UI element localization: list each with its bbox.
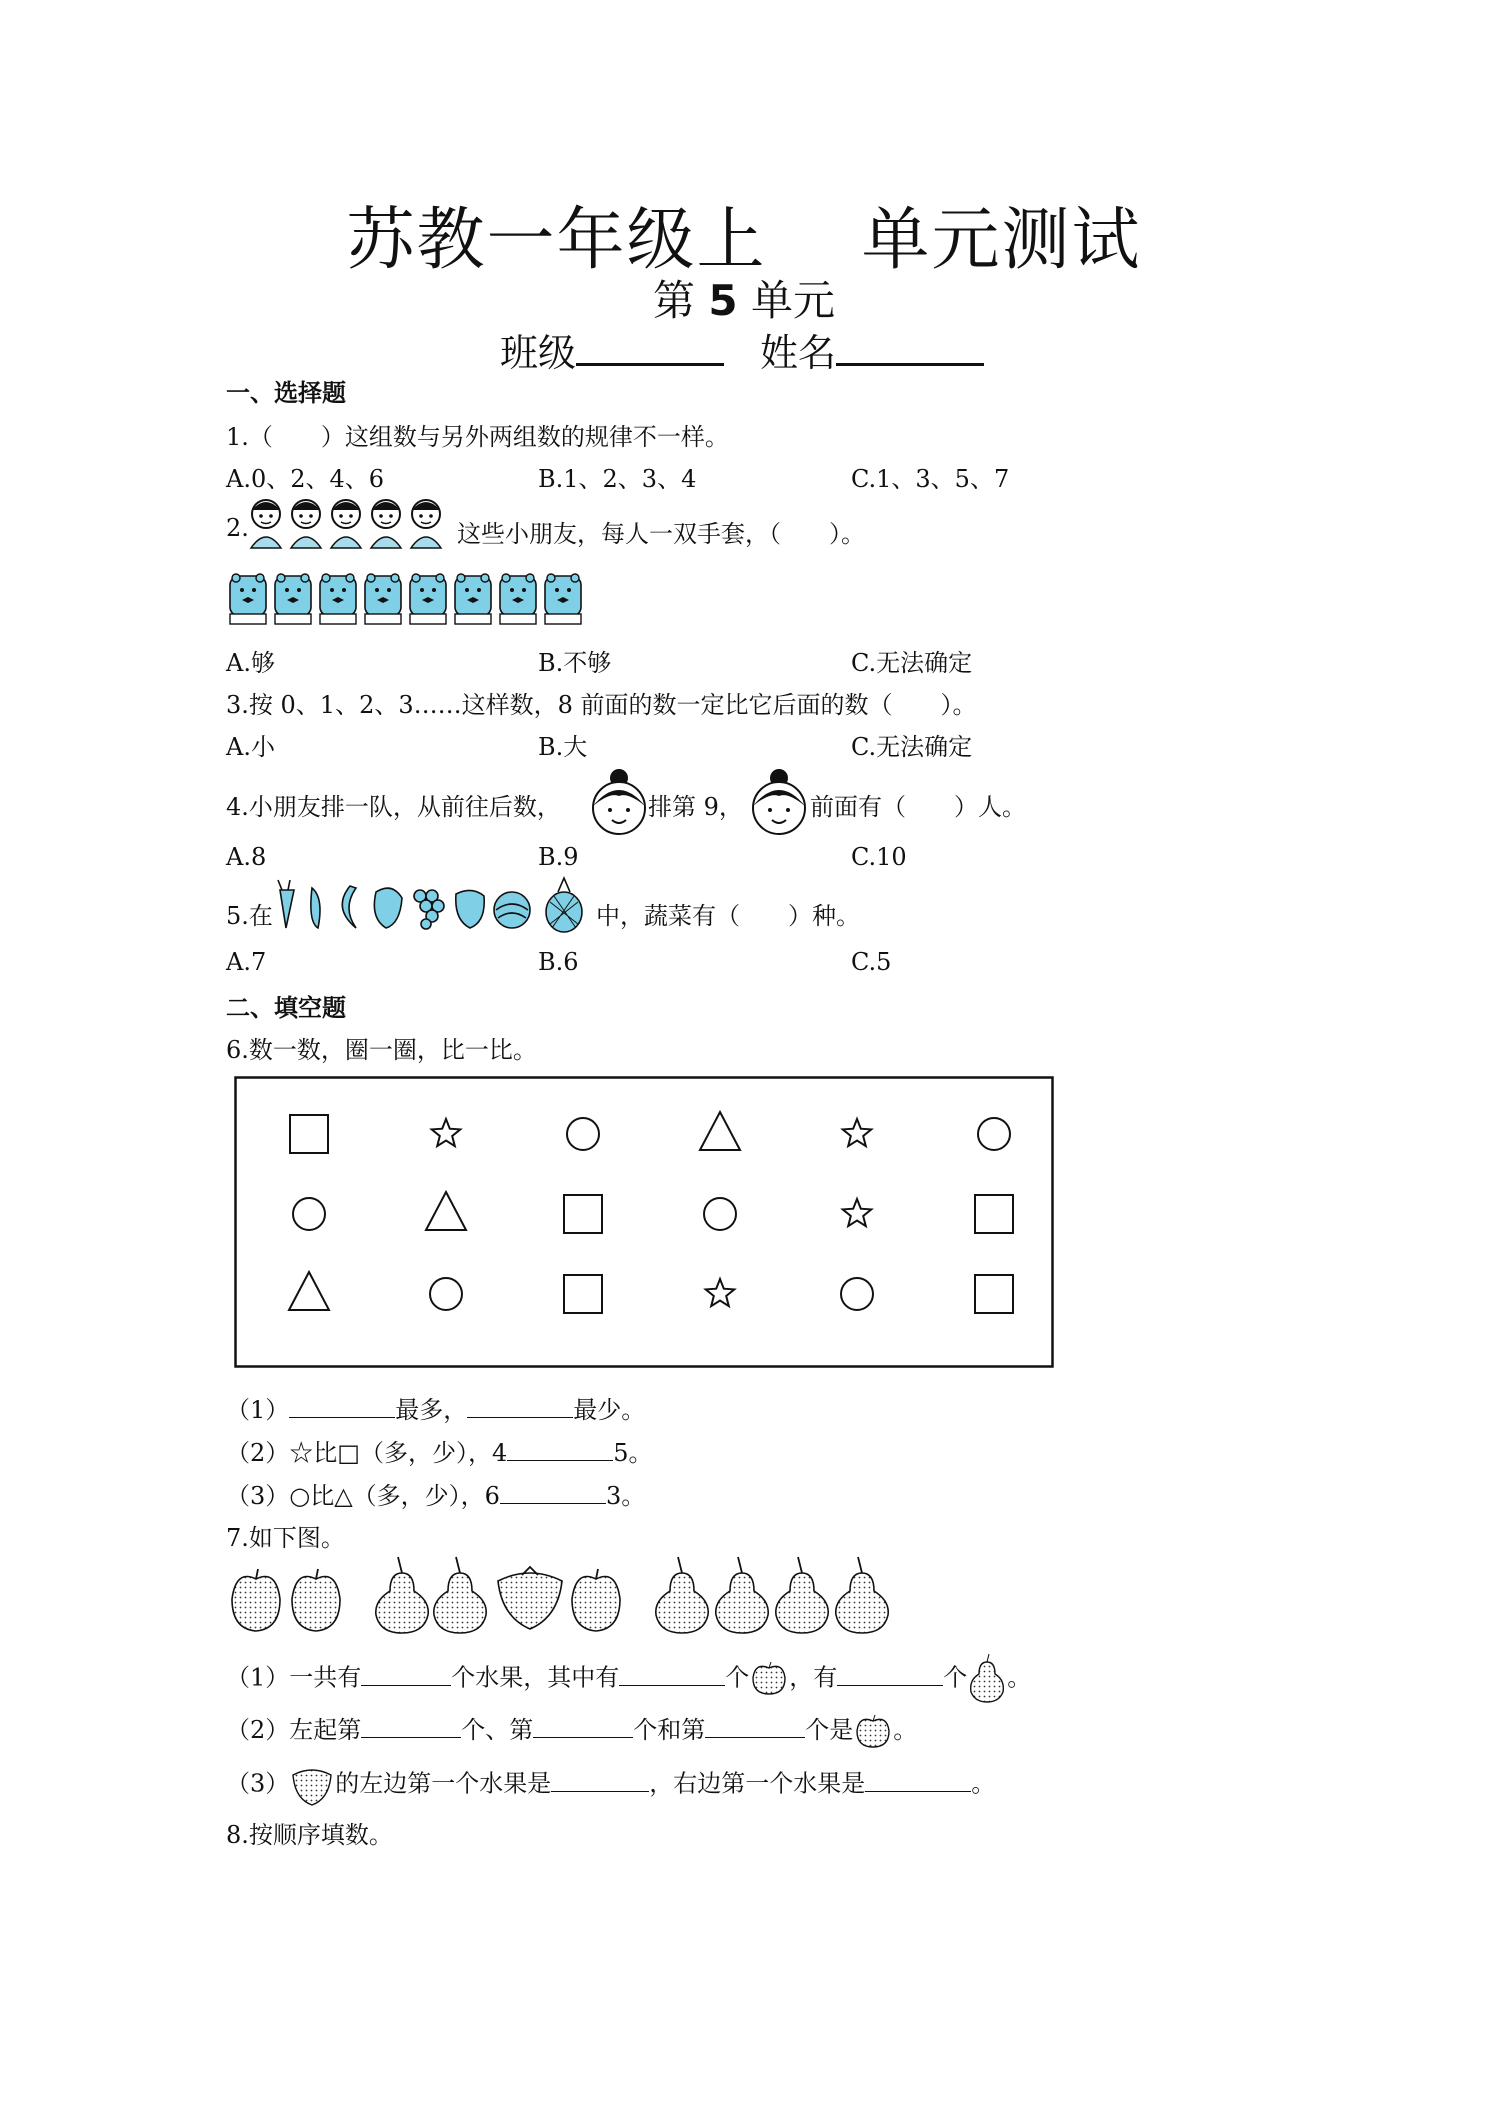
fruit-row: [224, 1555, 894, 1637]
shape-grid: [234, 1076, 1054, 1368]
pear-icon[interactable]: [836, 1557, 888, 1633]
q5-suffix: 中，蔬菜有（ ）种。: [596, 902, 860, 930]
class-blank[interactable]: [576, 329, 724, 366]
unit-subtitle: [0, 268, 1488, 328]
mitten-icon: [410, 574, 446, 624]
q6-part1-label: （1）: [226, 1396, 290, 1424]
q5-option-a[interactable]: A.7: [226, 948, 267, 976]
circle-shape[interactable]: [293, 1198, 325, 1230]
q6-part2: [226, 1433, 653, 1468]
unit-prefix: 第: [653, 276, 696, 325]
mitten-icon: [545, 574, 581, 624]
triangle-shape[interactable]: [289, 1272, 329, 1310]
q1-option-b[interactable]: B.1、2、3、4: [538, 465, 697, 493]
q6-part1-most: 最多，: [395, 1396, 468, 1424]
q1-option-c[interactable]: C.1、3、5、7: [851, 465, 1010, 493]
q8-text: 8.按顺序填数。: [226, 1821, 393, 1849]
q7-blank-apples[interactable]: [619, 1663, 725, 1686]
q7-part3-label: （3）: [226, 1769, 290, 1798]
q7-part1-unit1: 个: [725, 1663, 750, 1692]
q4-option-a[interactable]: A.8: [226, 843, 267, 871]
square-shape[interactable]: [975, 1275, 1013, 1313]
mitten-icon: [365, 574, 401, 624]
star-shape[interactable]: [843, 1119, 872, 1146]
q2-option-a[interactable]: A.够: [226, 649, 275, 677]
star-shape[interactable]: [843, 1199, 872, 1226]
q6-part3-end: 3。: [605, 1482, 646, 1510]
q6-blank-most[interactable]: [289, 1395, 395, 1418]
q7-part2-end: 。: [893, 1716, 918, 1744]
shape-grid-frame: [236, 1078, 1053, 1367]
q7-blank-pos3[interactable]: [705, 1715, 805, 1738]
title-left: 苏教一年级上: [346, 201, 767, 280]
q3-option-a[interactable]: A.小: [226, 733, 275, 761]
pear-icon[interactable]: [716, 1557, 768, 1633]
child-figure-icon: [371, 500, 401, 548]
unit-number: 5: [708, 276, 738, 325]
q2-option-b[interactable]: B.不够: [538, 649, 612, 677]
girl-face-icon: [748, 766, 810, 836]
circle-shape[interactable]: [704, 1198, 736, 1230]
apple-icon: [853, 1713, 893, 1751]
class-field: [500, 322, 724, 377]
circle-shape[interactable]: [978, 1118, 1010, 1150]
strawberry-icon[interactable]: [498, 1567, 562, 1629]
square-shape[interactable]: [564, 1275, 602, 1313]
lettuce-icon: [494, 892, 530, 928]
q7-part2: [226, 1710, 917, 1751]
q4-suffix: 前面有（ ）人。: [810, 793, 1026, 821]
q7-part3: [226, 1763, 995, 1807]
q4-mid: 排第 9，: [648, 793, 743, 821]
q7-text: 7.如下图。: [226, 1524, 345, 1552]
q7-blank-total[interactable]: [361, 1663, 451, 1686]
star-shape[interactable]: [706, 1279, 735, 1306]
q2-option-c[interactable]: C.无法确定: [851, 649, 973, 677]
children-figures: [246, 496, 456, 552]
q6-text: 6.数一数，圈一圈，比一比。: [226, 1036, 537, 1064]
cabbage-icon: [374, 888, 402, 928]
q7-blank-left[interactable]: [551, 1769, 649, 1792]
eggplant-icon: [311, 888, 320, 928]
q7-part2-mid2: 个和第: [633, 1716, 706, 1744]
q6-part3-label: （3）○比△（多，少），6: [226, 1482, 500, 1510]
q6-part1: [226, 1390, 645, 1425]
q3-text: 3.按 0、1、2、3……这样数，8 前面的数一定比它后面的数（ ）。: [226, 691, 977, 719]
girl-face-icon: [588, 766, 650, 836]
apple-icon[interactable]: [572, 1569, 620, 1631]
unit-suffix: 单元: [750, 276, 835, 325]
pear-icon[interactable]: [376, 1557, 428, 1633]
q4-option-b[interactable]: B.9: [538, 843, 579, 871]
title-right: 单元测试: [861, 201, 1142, 280]
q6-blank-compare2[interactable]: [500, 1481, 606, 1504]
name-blank[interactable]: [836, 329, 984, 366]
q7-blank-pos2[interactable]: [533, 1715, 633, 1738]
q3-option-b[interactable]: B.大: [538, 733, 588, 761]
q6-part1-least: 最少。: [573, 1396, 646, 1424]
name-field: [760, 322, 984, 377]
q7-part2-mid1: 个、第: [461, 1716, 534, 1744]
section2-heading: 二、填空题: [226, 994, 346, 1022]
pear-icon[interactable]: [434, 1557, 486, 1633]
q7-part1: [226, 1654, 1031, 1704]
name-label: 姓名: [760, 331, 837, 375]
child-figure-icon: [291, 500, 321, 548]
apple-icon[interactable]: [292, 1569, 340, 1631]
q5-option-c[interactable]: C.5: [851, 948, 892, 976]
q7-part1-mid: 个水果，其中有: [451, 1663, 620, 1692]
mitten-icon: [230, 574, 266, 624]
square-shape[interactable]: [564, 1195, 602, 1233]
q4-option-c[interactable]: C.10: [851, 843, 907, 871]
pepper-icon: [456, 890, 484, 928]
q3-option-c[interactable]: C.无法确定: [851, 733, 973, 761]
q5-prefix: 5.在: [226, 902, 273, 930]
mitten-icon: [455, 574, 491, 624]
pineapple-icon: [546, 878, 582, 932]
q7-part3-end: 。: [971, 1769, 996, 1798]
pear-icon: [967, 1654, 1007, 1704]
child-figure-icon: [331, 500, 361, 548]
apple-icon[interactable]: [232, 1569, 280, 1631]
q7-blank-pos1[interactable]: [361, 1715, 461, 1738]
q7-part1-have: ，有: [789, 1663, 838, 1692]
square-shape[interactable]: [290, 1115, 328, 1153]
child-figure-icon: [251, 500, 281, 548]
triangle-shape[interactable]: [426, 1192, 466, 1230]
q1-option-a[interactable]: A.0、2、4、6: [226, 465, 385, 493]
circle-shape[interactable]: [841, 1278, 873, 1310]
star-shape[interactable]: [432, 1119, 461, 1146]
banana-icon: [342, 886, 356, 928]
q7-part2-label: （2）左起第: [226, 1716, 362, 1744]
apple-icon: [749, 1660, 789, 1698]
section1-heading: 一、选择题: [226, 379, 346, 407]
grapes-icon: [414, 890, 444, 929]
q5-option-b[interactable]: B.6: [538, 948, 579, 976]
child-figure-icon: [411, 500, 441, 548]
pear-icon[interactable]: [656, 1557, 708, 1633]
circle-shape[interactable]: [567, 1118, 599, 1150]
mitten-icon: [500, 574, 536, 624]
strawberry-icon: [289, 1763, 335, 1807]
q6-part2-end: 5。: [613, 1439, 653, 1467]
q2-prefix: 2.: [226, 514, 249, 542]
produce-row: [272, 878, 596, 934]
q7-part1-end: 。: [1007, 1663, 1032, 1692]
q7-part1-unit2: 个: [943, 1663, 968, 1692]
carrot-icon: [280, 890, 294, 928]
q7-part3-right: ，右边第一个水果是: [649, 1769, 866, 1798]
triangle-shape[interactable]: [700, 1112, 740, 1150]
q2-text: 这些小朋友，每人一双手套，（ ）。: [457, 520, 865, 548]
q4-prefix: 4.小朋友排一队，从前往后数，: [226, 793, 561, 821]
mitten-icon: [275, 574, 311, 624]
q7-part1-label: （1）一共有: [226, 1663, 362, 1692]
mitten-icon: [320, 574, 356, 624]
q1-text: 1.（ ）这组数与另外两组数的规律不一样。: [226, 423, 729, 451]
q6-blank-compare1[interactable]: [507, 1438, 613, 1461]
q7-part3-left: 的左边第一个水果是: [335, 1769, 552, 1798]
circle-shape[interactable]: [430, 1278, 462, 1310]
q6-blank-least[interactable]: [467, 1395, 573, 1418]
q6-part3: [226, 1476, 645, 1511]
square-shape[interactable]: [975, 1195, 1013, 1233]
q7-blank-right[interactable]: [865, 1769, 971, 1792]
q6-part2-label: （2）☆比□（多，少），4: [226, 1439, 508, 1467]
q7-part2-mid3: 个是: [805, 1716, 854, 1744]
class-label: 班级: [500, 331, 577, 375]
pear-icon[interactable]: [776, 1557, 828, 1633]
mittens-row: [226, 570, 596, 628]
q7-blank-pears[interactable]: [837, 1663, 943, 1686]
